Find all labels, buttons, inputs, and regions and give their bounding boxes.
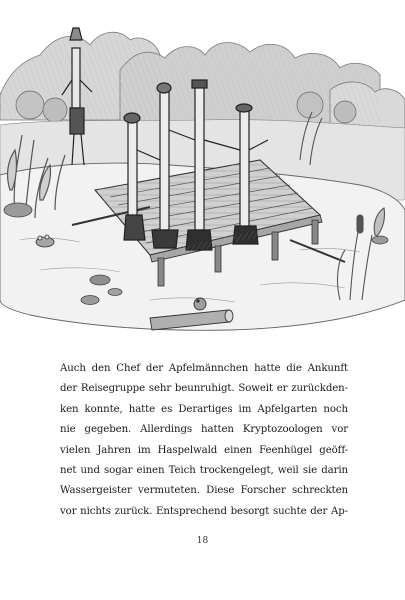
body-line: Auch den Chef der Apfelmännchen hatte die Ankunft xyxy=(60,363,348,374)
body-line: nie gegeben. Allerdings hatten Kryptozoologen vor xyxy=(60,424,348,436)
page-number: 18 xyxy=(196,536,209,546)
body-text xyxy=(60,359,348,522)
body-line: der Reisegruppe sehr beunruhigt. Soweit er zurückden- xyxy=(60,383,348,395)
body-line: vor nichts zurück. Entsprechend besorgt suchte der Ap- xyxy=(60,505,348,517)
body-line: vielen Jahren im Haspelwald einen Feenhügel geöff- xyxy=(60,444,348,456)
body-line: net und sogar einen Teich trockengelegt, weil sie darin xyxy=(60,465,348,477)
body-line: Wassergeister vermuteten. Diese Forscher schreckten xyxy=(60,485,348,497)
body-line: ken konnte, hatte es Derartiges im Apfelgarten noch xyxy=(60,403,348,415)
rock xyxy=(4,203,32,217)
